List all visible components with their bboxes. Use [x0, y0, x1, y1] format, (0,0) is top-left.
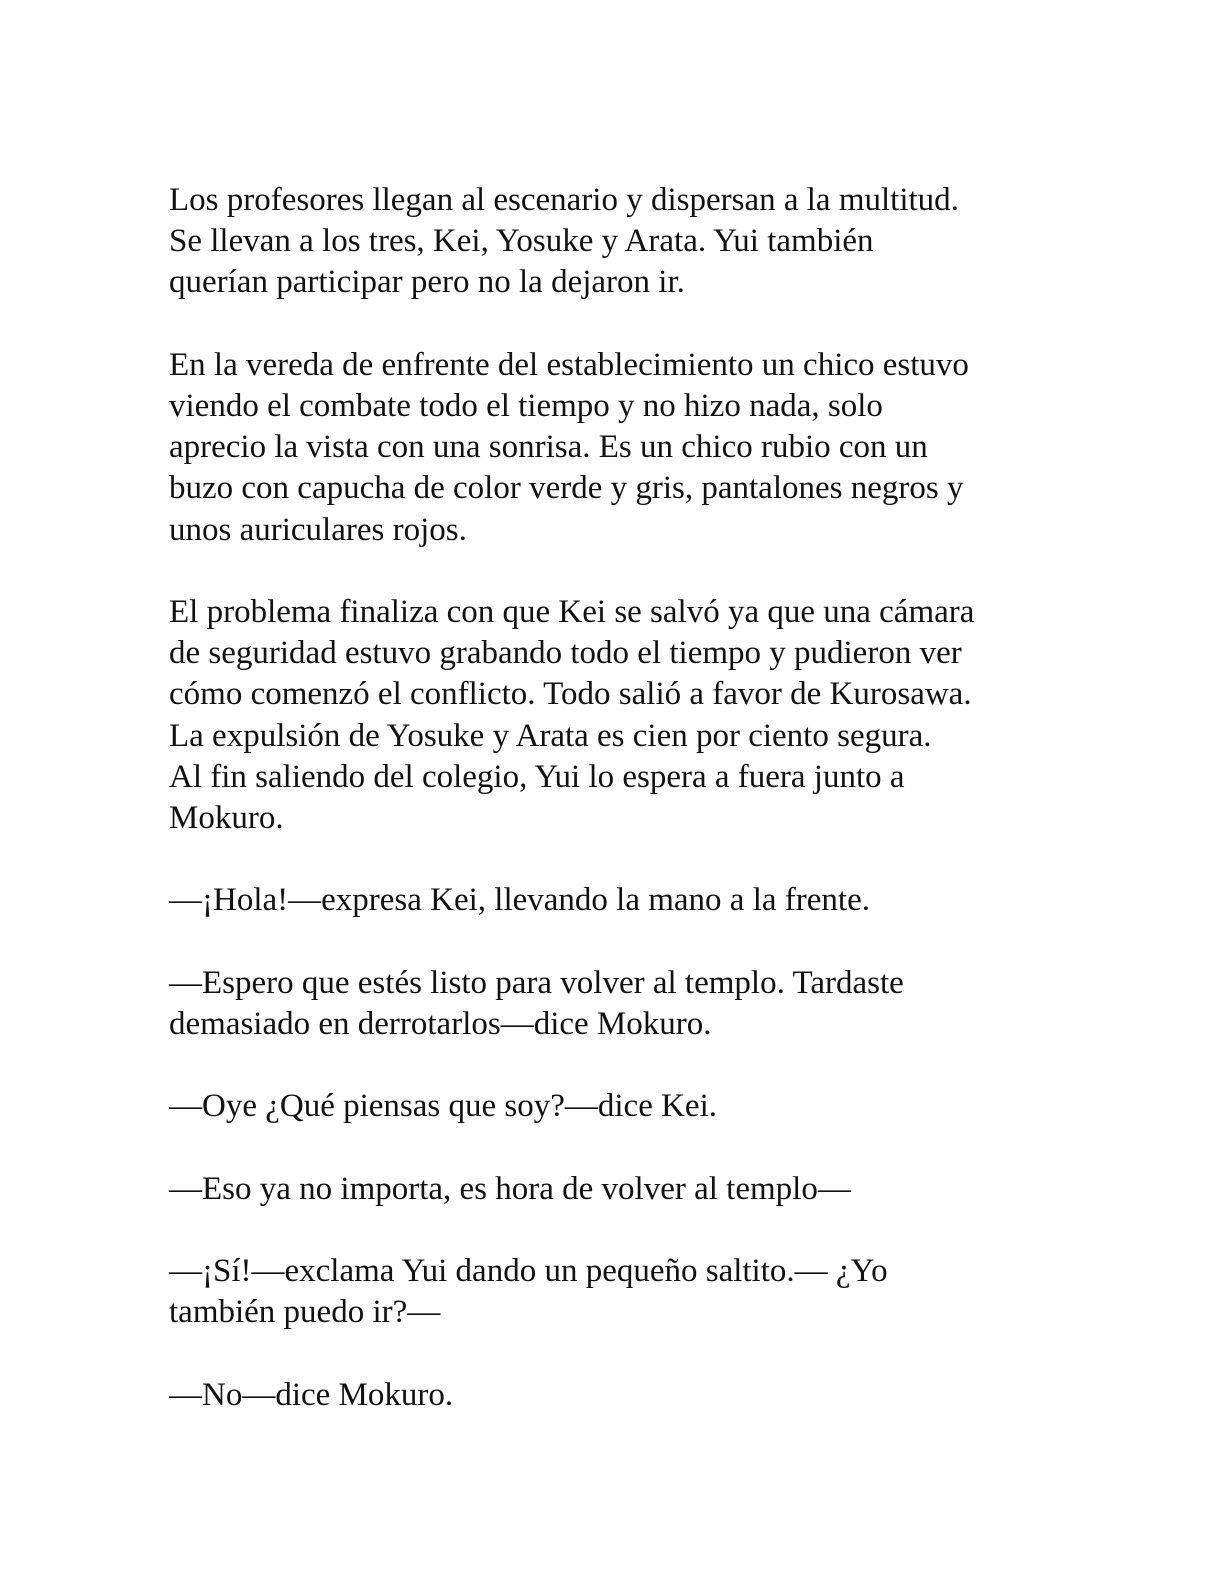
dialogue-mokuro-temple: —Espero que estés listo para volver al templo. Tardaste demasiado en derrotarlos—dice Mokuro.: [169, 964, 904, 1042]
dialogue-mokuro-no: —No—dice Mokuro.: [169, 1376, 454, 1413]
dialogue-return-temple: —Eso ya no importa, es hora de volver al templo—: [169, 1170, 851, 1207]
body-text: [169, 180, 1049, 1457]
paragraph-3: El problema finaliza con que Kei se salvó ya que una cámara de seguridad estuvo grabando todo el tiempo y pudieron ver cómo comenzó el conflicto. Todo salió a favor de Kurosawa. La expulsión de Yosuke y Arata es cien por ciento segura. Al fin saliendo del colegio, Yui lo espera a fuera junto a Mokuro.: [169, 594, 975, 837]
paragraph-2: En la vereda de enfrente del establecimiento un chico estuvo viendo el combate todo el tiempo y no hizo nada, solo aprecio la vista con una sonrisa. Es un chico rubio con un buzo con capucha de color verde y gris, pantalones negros y unos auriculares rojos.: [169, 346, 969, 548]
paragraph-1: Los profesores llegan al escenario y dispersan a la multitud. Se llevan a los tres, Kei, Yosuke y Arata. Yui también querían participar pero no la dejaron ir.: [169, 182, 959, 301]
dialogue-yui-request: —¡Sí!—exclama Yui dando un pequeño saltito.— ¿Yo también puedo ir?—: [169, 1253, 888, 1331]
dialogue-kei-question: —Oye ¿Qué piensas que soy?—dice Kei.: [169, 1088, 717, 1125]
dialogue-kei-greeting: —¡Hola!—expresa Kei, llevando la mano a la frente.: [169, 882, 870, 919]
